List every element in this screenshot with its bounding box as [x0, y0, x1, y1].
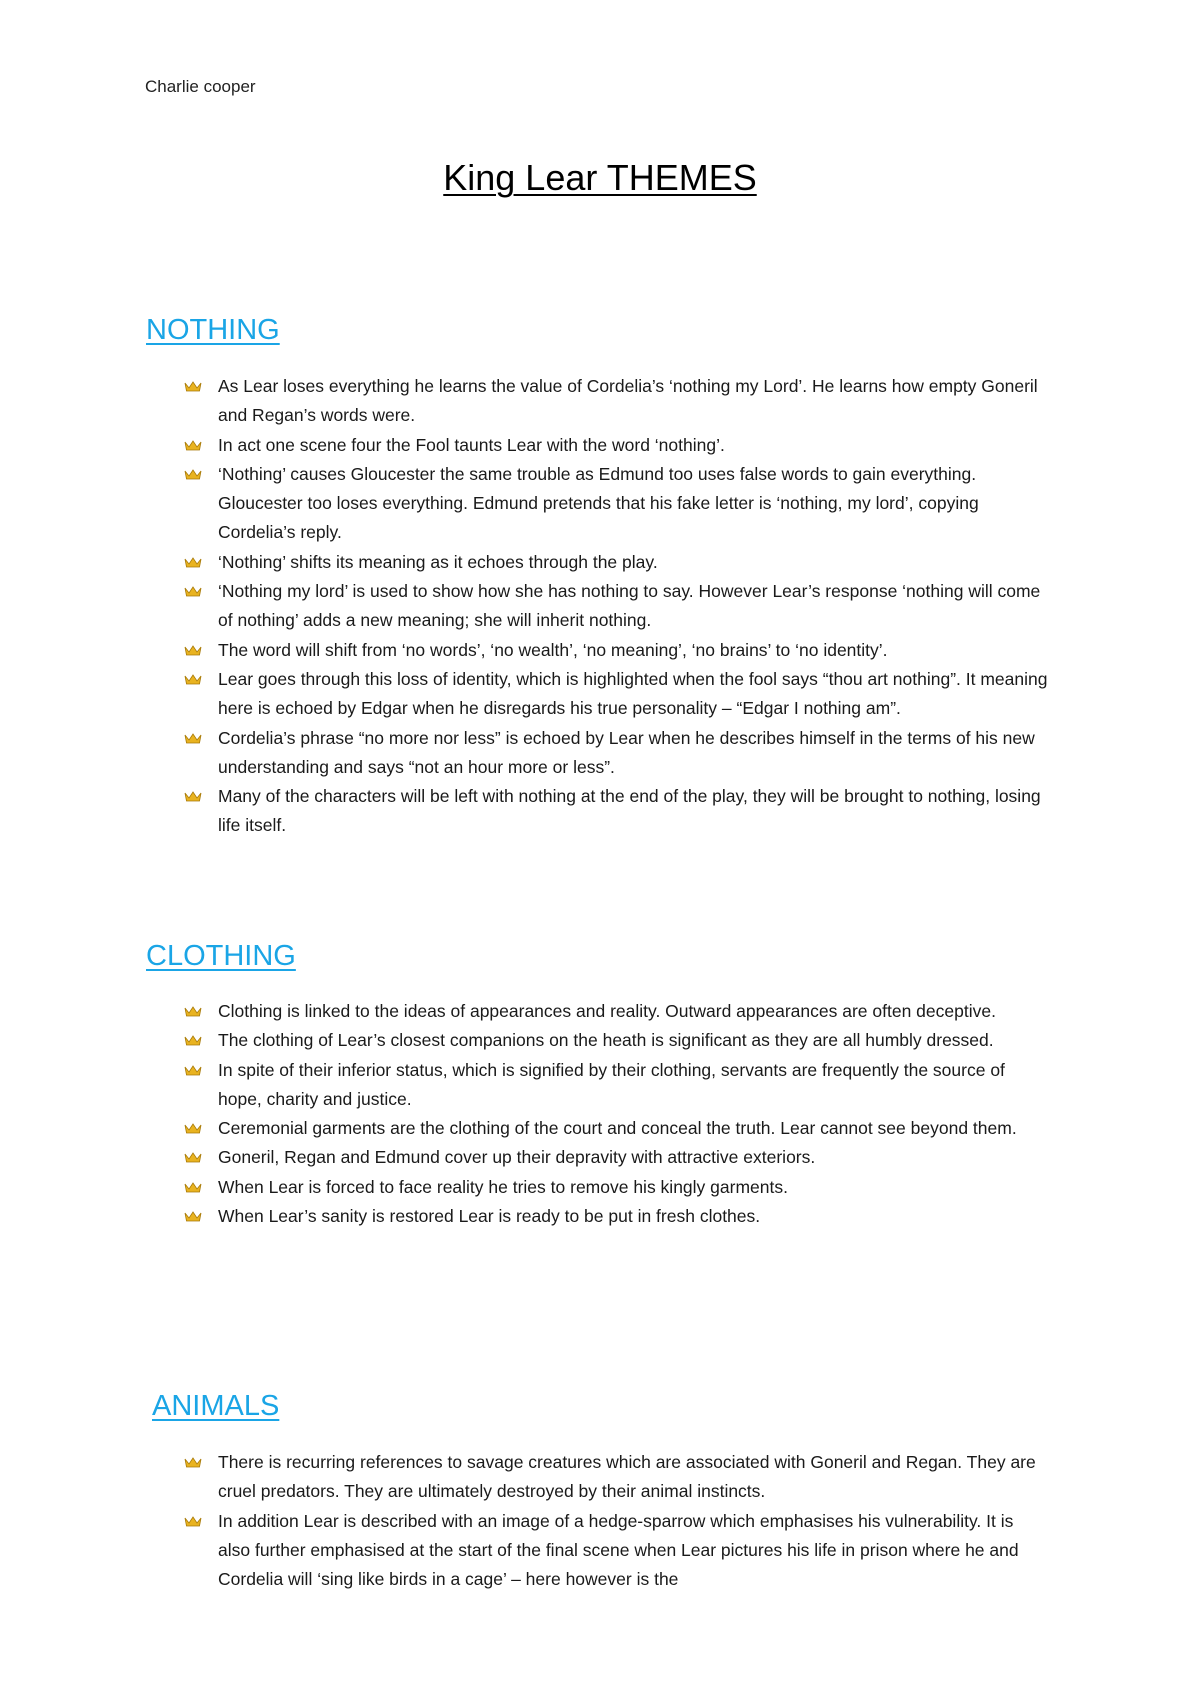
crown-icon [184, 381, 202, 393]
author-name: Charlie cooper [145, 77, 256, 96]
list-item [0, 1448, 1048, 1507]
list-item [0, 1056, 1048, 1115]
list-item [0, 997, 1048, 1026]
list-item-text: Goneril, Regan and Edmund cover up their depravity with attractive exteriors. [218, 1147, 816, 1168]
crown-icon [184, 1457, 202, 1469]
list-item-text: Lear goes through this loss of identity, which is highlighted when the fool says “thou art nothing”. It meaning here is echoed by Edgar when he disregards his true personality – “Edgar I nothing am”. [218, 668, 1048, 719]
list-item-text: ‘Nothing’ shifts its meaning as it echoes through the play. [218, 551, 658, 572]
list-item-text: Ceremonial garments are the clothing of the court and conceal the truth. Lear cannot see beyond them. [218, 1118, 1017, 1139]
section-heading-clothing: CLOTHING [146, 940, 296, 972]
list-item [0, 665, 1048, 724]
list-item [0, 1507, 1048, 1595]
crown-icon [184, 1211, 202, 1223]
list-item [0, 577, 1048, 636]
list-item [0, 1114, 1048, 1143]
list-item [0, 724, 1048, 783]
crown-icon [184, 1065, 202, 1077]
section-heading-animals: ANIMALS [152, 1390, 280, 1422]
crown-icon [184, 674, 202, 686]
list-item-text: ‘Nothing my lord’ is used to show how she has nothing to say. However Lear’s response ‘nothing will come of nothing’ adds a new meaning; she will inherit nothing. [218, 581, 1041, 631]
animals-bullet-list [0, 1448, 1048, 1594]
crown-icon [184, 791, 202, 803]
list-item-text: In act one scene four the Fool taunts Lear with the word ‘nothing’. [218, 434, 725, 455]
crown-icon [184, 1123, 202, 1135]
list-item-text: In addition Lear is described with an image of a hedge-sparrow which emphasises his vulnerability. It is also further emphasised at the start of the final scene when Lear pictures his life in prison where he and Cordelia will ‘sing like birds in a cage’ – here however is the [218, 1510, 1019, 1590]
document-title: King Lear THEMES [443, 157, 757, 198]
list-item [0, 782, 1048, 841]
crown-icon [184, 586, 202, 598]
crown-icon [184, 469, 202, 481]
crown-icon [184, 1006, 202, 1018]
crown-icon [184, 440, 202, 452]
list-item-text: There is recurring references to savage creatures which are associated with Goneril and Regan. They are cruel predators. They are ultimately destroyed by their animal instincts. [218, 1452, 1036, 1502]
list-item [0, 1143, 1048, 1172]
list-item [0, 431, 1048, 460]
list-item [0, 1026, 1048, 1055]
crown-icon [184, 645, 202, 657]
list-item [0, 636, 1048, 665]
crown-icon [184, 557, 202, 569]
list-item-text: The clothing of Lear’s closest companions on the heath is significant as they are all humbly dressed. [218, 1030, 994, 1051]
crown-icon [184, 733, 202, 745]
crown-icon [184, 1152, 202, 1164]
list-item [0, 1202, 1048, 1231]
section-heading-nothing: NOTHING [146, 314, 280, 346]
list-item-text: Cordelia’s phrase “no more nor less” is echoed by Lear when he describes himself in the terms of his new understanding and says “not an hour more or less”. [218, 727, 1035, 777]
list-item-text: When Lear’s sanity is restored Lear is ready to be put in fresh clothes. [218, 1206, 761, 1227]
list-item [0, 372, 1048, 431]
crown-icon [184, 1182, 202, 1194]
list-item-text: The word will shift from ‘no words’, ‘no wealth’, ‘no meaning’, ‘no brains’ to ‘no identity’. [218, 639, 888, 660]
list-item [0, 1173, 1048, 1202]
list-item-text: Clothing is linked to the ideas of appearances and reality. Outward appearances are often deceptive. [218, 1001, 996, 1021]
crown-icon [184, 1516, 202, 1528]
list-item-text: Many of the characters will be left with nothing at the end of the play, they will be brought to nothing, losing life itself. [218, 786, 1041, 836]
list-item-text: ‘Nothing’ causes Gloucester the same trouble as Edmund too uses false words to gain everything. Gloucester too loses everything. Edmund pretends that his fake letter is ‘nothing, my lord’, copying Cordelia’s reply. [218, 463, 979, 543]
list-item-text: As Lear loses everything he learns the value of Cordelia’s ‘nothing my Lord’. He learns how empty Goneril and Regan’s words were. [218, 376, 1038, 426]
nothing-bullet-list [0, 372, 1048, 841]
crown-icon [184, 1035, 202, 1047]
list-item-text: When Lear is forced to face reality he tries to remove his kingly garments. [218, 1176, 788, 1197]
list-item [0, 460, 1048, 548]
clothing-bullet-list [0, 997, 1048, 1231]
list-item-text: In spite of their inferior status, which is signified by their clothing, servants are frequently the source of hope, charity and justice. [218, 1059, 1005, 1109]
list-item [0, 548, 1048, 577]
